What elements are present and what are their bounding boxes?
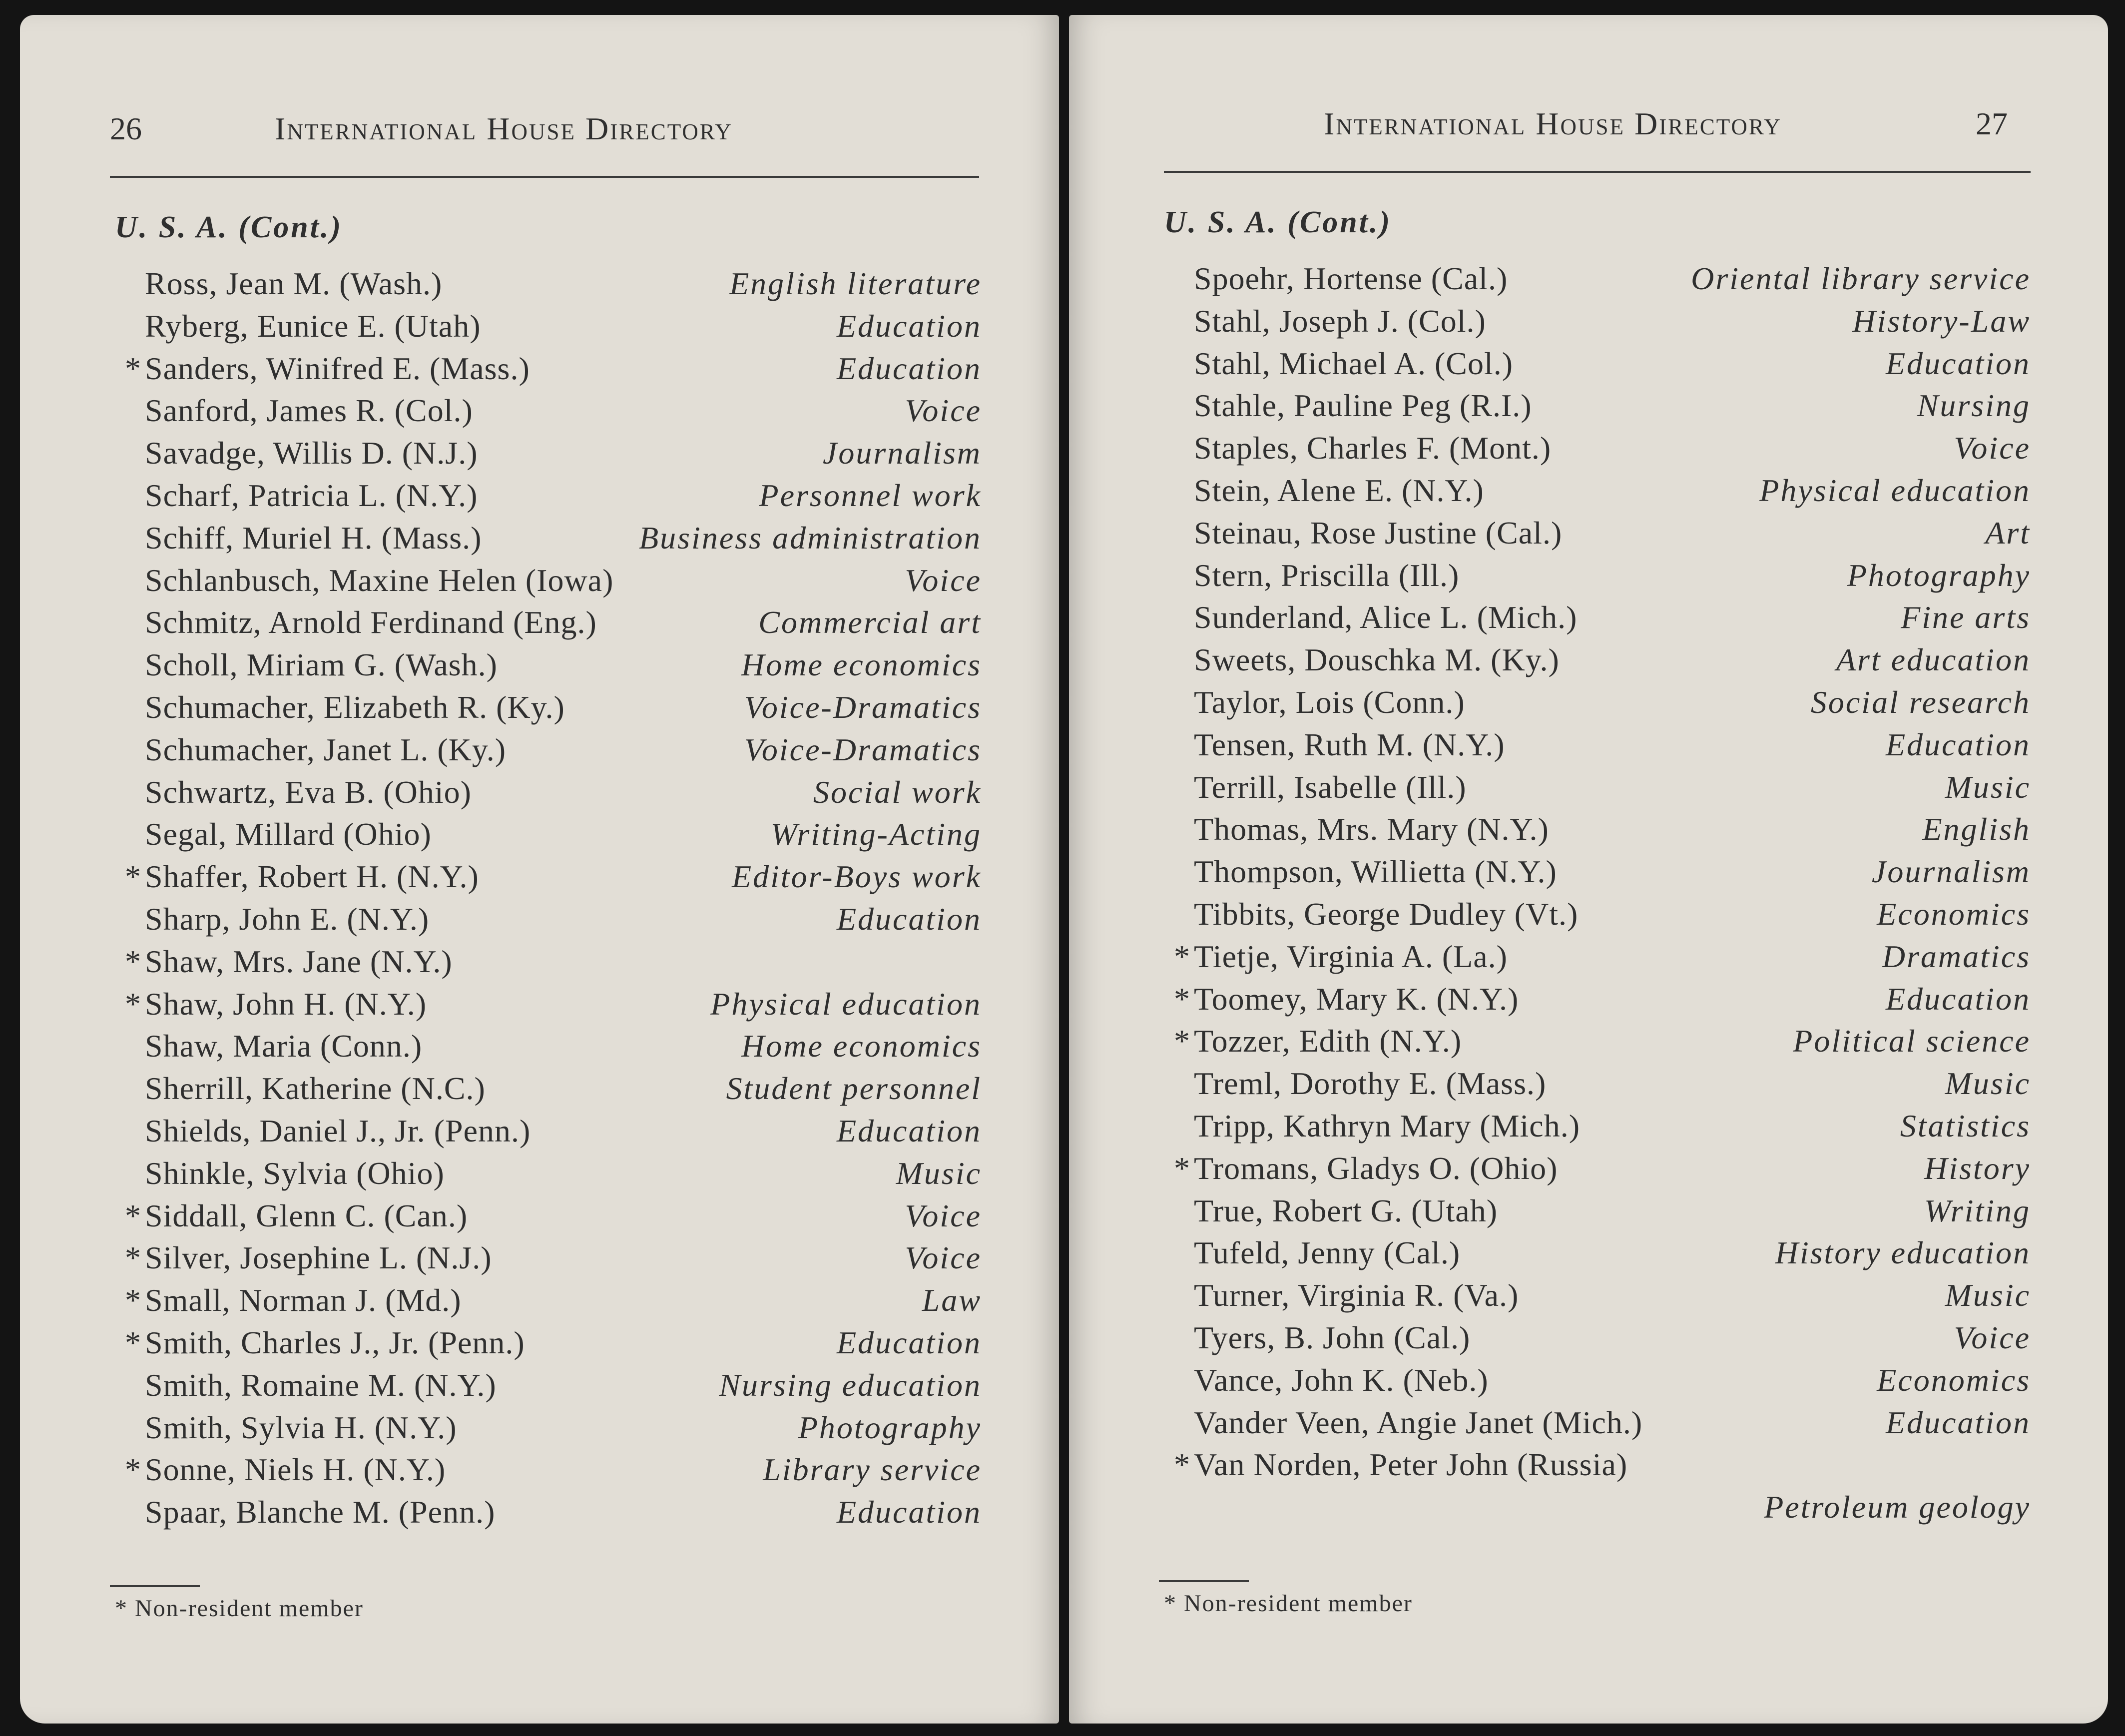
field-of-study: Education [836,1494,982,1530]
field-of-study: Voice-Dramatics [744,689,982,725]
field-of-study: Social work [813,774,982,810]
member-name: Tufeld, Jenny (Cal.) [1194,1235,1461,1271]
field-of-study: Nursing [1917,388,2031,424]
field-of-study: Education [1885,345,2031,381]
member-name: Spoehr, Hortense (Cal.) [1194,261,1508,296]
field-of-study: Music [896,1155,982,1191]
member-name: Ross, Jean M. (Wash.) [145,266,443,301]
member-name: Tibbits, George Dudley (Vt.) [1194,896,1579,932]
directory-entry [145,263,982,305]
directory-entry [125,1195,982,1237]
directory-entry [1194,1274,2031,1317]
entry-list [125,263,982,1534]
field-of-study: Photography [1847,557,2031,593]
directory-entry [1174,978,2031,1021]
field-of-study: Student personnel [726,1071,982,1107]
field-of-study: Voice-Dramatics [744,731,982,767]
member-name: Ryberg, Eunice E. (Utah) [145,308,481,344]
member-name: Siddall, Glenn C. (Can.) [145,1197,468,1233]
field-of-study: Oriental library service [1691,261,2031,296]
directory-entry [1174,936,2031,978]
member-name: Small, Norman J. (Md.) [145,1282,462,1318]
right-page [1069,15,2108,1724]
member-name: Sanford, James R. (Col.) [145,393,473,429]
non-resident-marker: * [125,1324,141,1360]
directory-entry [145,1364,982,1407]
member-name: Tensen, Ruth M. (N.Y.) [1194,726,1505,762]
directory-entry [1194,596,2031,639]
field-of-study: Photography [798,1409,982,1445]
member-name: Shaw, Mrs. Jane (N.Y.) [145,943,453,979]
directory-entry [125,1237,982,1279]
field-of-study: Home economics [741,647,982,683]
non-resident-marker: * [125,943,141,979]
member-name: Sweets, Douschka M. (Ky.) [1194,642,1560,678]
member-name: Segal, Millard (Ohio) [145,816,432,852]
member-name: Schumacher, Elizabeth R. (Ky.) [145,689,565,725]
footnote: * Non-resident member [1164,1590,1413,1617]
member-name: Sonne, Niels H. (N.Y.) [145,1452,446,1488]
member-name: Savadge, Willis D. (N.J.) [145,435,478,471]
directory-entry [1194,724,2031,766]
member-name: Sherrill, Katherine (N.C.) [145,1071,486,1107]
directory-entry [1194,893,2031,936]
directory-entry [145,390,982,432]
field-of-study: Editor-Boys work [732,859,982,895]
member-name: Smith, Romaine M. (N.Y.) [145,1367,497,1403]
field-of-study: Social research [1810,684,2031,720]
field-of-study: Commercial art [758,604,982,640]
field-of-study: Writing [1924,1192,2031,1228]
field-of-study: Petroleum geology [1764,1489,2031,1525]
field-of-study: Education [836,901,982,937]
member-name: Schwartz, Eva B. (Ohio) [145,774,472,810]
member-name: Vance, John K. (Neb.) [1194,1362,1489,1398]
field-of-study: Personnel work [759,477,982,513]
member-name: Sanders, Winifred E. (Mass.) [145,350,530,386]
member-name: Tozzer, Edith (N.Y.) [1194,1023,1462,1059]
running-title: International House Directory [275,111,733,146]
directory-entry [1194,1232,2031,1274]
non-resident-marker: * [125,1197,141,1233]
directory-entry [1194,300,2031,343]
running-title: International House Directory [1324,106,1782,141]
directory-entry [1194,427,2031,470]
directory-entry [145,1407,982,1449]
field-of-study: Music [1945,1277,2031,1313]
directory-entry [1194,1190,2031,1232]
member-name: Scharf, Patricia L. (N.Y.) [145,477,478,513]
field-of-study: Dramatics [1882,938,2031,974]
field-of-study: History education [1775,1235,2031,1271]
directory-entry [125,1279,982,1322]
non-resident-marker: * [1174,1447,1190,1483]
field-of-study: Education [1885,726,2031,762]
field-of-study: Music [1945,1066,2031,1102]
member-name: Stahl, Joseph J. (Col.) [1194,303,1486,339]
member-name: Schiff, Muriel H. (Mass.) [145,520,482,556]
directory-entry [1194,1486,2031,1529]
page-number: 27 [1976,106,2008,141]
member-name: Tripp, Kathryn Mary (Mich.) [1194,1108,1580,1144]
member-name: Toomey, Mary K. (N.Y.) [1194,981,1519,1017]
field-of-study: English literature [729,266,982,301]
directory-entry [1194,851,2031,893]
member-name: Tromans, Gladys O. (Ohio) [1194,1150,1558,1186]
directory-entry [1194,639,2031,681]
field-of-study: Voice [905,562,982,598]
directory-entry [145,644,982,686]
member-name: Shaw, John H. (N.Y.) [145,986,427,1022]
field-of-study: Law [922,1282,982,1318]
non-resident-marker: * [1174,981,1190,1017]
field-of-study: History-Law [1852,303,2031,339]
directory-entry [1194,808,2031,851]
directory-entry [1194,385,2031,427]
member-name: Van Norden, Peter John (Russia) [1194,1447,1628,1483]
directory-entry [125,856,982,898]
footnote: * Non-resident member [115,1595,364,1622]
field-of-study: Art education [1836,642,2031,678]
field-of-study: Home economics [741,1028,982,1064]
directory-entry [125,941,982,983]
non-resident-marker: * [125,986,141,1022]
member-name: Shaw, Maria (Conn.) [145,1028,423,1064]
member-name: Stein, Alene E. (N.Y.) [1194,472,1484,508]
directory-entry [125,983,982,1026]
page-number: 26 [110,111,142,146]
member-name: Stahl, Michael A. (Col.) [1194,345,1514,381]
section-heading: U. S. A. (Cont.) [1164,205,1392,239]
field-of-study: Voice [1954,1319,2031,1355]
directory-entry [1194,1402,2031,1444]
directory-entry [1174,1444,2031,1486]
field-of-study: Library service [763,1452,982,1488]
footnote-rule [1159,1580,1249,1582]
member-name: Thompson, Willietta (N.Y.) [1194,854,1557,890]
directory-entry [145,686,982,729]
field-of-study: Writing-Acting [770,816,982,852]
member-name: Scholl, Miriam G. (Wash.) [145,647,498,683]
field-of-study: Music [1945,769,2031,805]
field-of-study: Statistics [1900,1108,2031,1144]
member-name: Sharp, John E. (N.Y.) [145,901,430,937]
non-resident-marker: * [125,1452,141,1488]
directory-entry [145,1025,982,1068]
member-name: Schlanbusch, Maxine Helen (Iowa) [145,562,614,598]
non-resident-marker: * [125,350,141,386]
field-of-study: Fine arts [1901,599,2031,635]
member-name: Vander Veen, Angie Janet (Mich.) [1194,1404,1643,1440]
directory-entry [1194,1317,2031,1359]
directory-entry [145,729,982,771]
non-resident-marker: * [125,1240,141,1276]
member-name: Schumacher, Janet L. (Ky.) [145,731,507,767]
directory-entry [1194,258,2031,300]
directory-entry [125,1322,982,1364]
field-of-study: Journalism [1872,854,2031,890]
field-of-study: Voice [905,1240,982,1276]
non-resident-marker: * [1174,938,1190,974]
member-name: Staples, Charles F. (Mont.) [1194,430,1552,466]
directory-entry [145,1491,982,1534]
member-name: Schmitz, Arnold Ferdinand (Eng.) [145,604,597,640]
section-heading: U. S. A. (Cont.) [115,210,343,244]
directory-entry [145,1068,982,1110]
directory-entry [145,432,982,475]
directory-entry [1194,1105,2031,1148]
non-resident-marker: * [1174,1150,1190,1186]
directory-entry [1174,1020,2031,1063]
member-name: True, Robert G. (Utah) [1194,1192,1498,1228]
field-of-study: Education [1885,1404,2031,1440]
directory-entry [1174,1148,2031,1190]
member-name: Tietje, Virginia A. (La.) [1194,938,1508,974]
footnote-rule [110,1585,200,1587]
directory-entry [125,1449,982,1491]
member-name: Treml, Dorothy E. (Mass.) [1194,1066,1547,1102]
directory-entry [145,305,982,348]
directory-entry [145,601,982,644]
field-of-study: Education [836,1113,982,1149]
entry-list [1174,258,2031,1529]
field-of-study: Voice [905,1197,982,1233]
field-of-study: Education [836,308,982,344]
field-of-study: Education [836,350,982,386]
directory-entry [145,517,982,560]
field-of-study: Economics [1877,896,2031,932]
directory-entry [145,1110,982,1153]
directory-entry [1194,470,2031,512]
field-of-study: Art [1985,515,2031,551]
member-name: Sunderland, Alice L. (Mich.) [1194,599,1578,635]
field-of-study: Nursing education [719,1367,982,1403]
field-of-study: Journalism [823,435,982,471]
field-of-study: Physical education [710,986,982,1022]
non-resident-marker: * [125,1282,141,1318]
directory-entry [1194,555,2031,597]
member-name: Shinkle, Sylvia (Ohio) [145,1155,445,1191]
left-page [20,15,1059,1724]
member-name: Steinau, Rose Justine (Cal.) [1194,515,1563,551]
directory-entry [145,771,982,814]
field-of-study: Education [836,1324,982,1360]
directory-entry [1194,1359,2031,1402]
member-name: Silver, Josephine L. (N.J.) [145,1240,492,1276]
directory-entry [125,348,982,390]
directory-entry [1194,681,2031,724]
member-name: Turner, Virginia R. (Va.) [1194,1277,1519,1313]
directory-entry [145,560,982,602]
header-rule [1164,171,2031,173]
field-of-study: Education [1885,981,2031,1017]
directory-entry [145,898,982,941]
member-name: Tyers, B. John (Cal.) [1194,1319,1471,1355]
directory-entry [1194,1063,2031,1105]
field-of-study: Political science [1793,1023,2031,1059]
member-name: Taylor, Lois (Conn.) [1194,684,1465,720]
member-name: Smith, Charles J., Jr. (Penn.) [145,1324,525,1360]
member-name: Shaffer, Robert H. (N.Y.) [145,859,479,895]
directory-entry [145,1153,982,1195]
header-rule [110,176,979,178]
field-of-study: Economics [1877,1362,2031,1398]
non-resident-marker: * [125,859,141,895]
directory-entry [1194,343,2031,385]
directory-entry [1194,766,2031,809]
field-of-study: History [1924,1150,2031,1186]
field-of-study: Business administration [639,520,982,556]
member-name: Stahle, Pauline Peg (R.I.) [1194,388,1532,424]
member-name: Spaar, Blanche M. (Penn.) [145,1494,496,1530]
non-resident-marker: * [1174,1023,1190,1059]
field-of-study: English [1922,811,2031,847]
field-of-study: Voice [905,393,982,429]
directory-entry [1194,512,2031,555]
directory-entry [145,813,982,856]
field-of-study: Voice [1954,430,2031,466]
member-name: Shields, Daniel J., Jr. (Penn.) [145,1113,531,1149]
member-name: Stern, Priscilla (Ill.) [1194,557,1460,593]
member-name: Smith, Sylvia H. (N.Y.) [145,1409,457,1445]
member-name: Terrill, Isabelle (Ill.) [1194,769,1467,805]
directory-entry [145,475,982,517]
field-of-study: Physical education [1759,472,2031,508]
member-name: Thomas, Mrs. Mary (N.Y.) [1194,811,1549,847]
